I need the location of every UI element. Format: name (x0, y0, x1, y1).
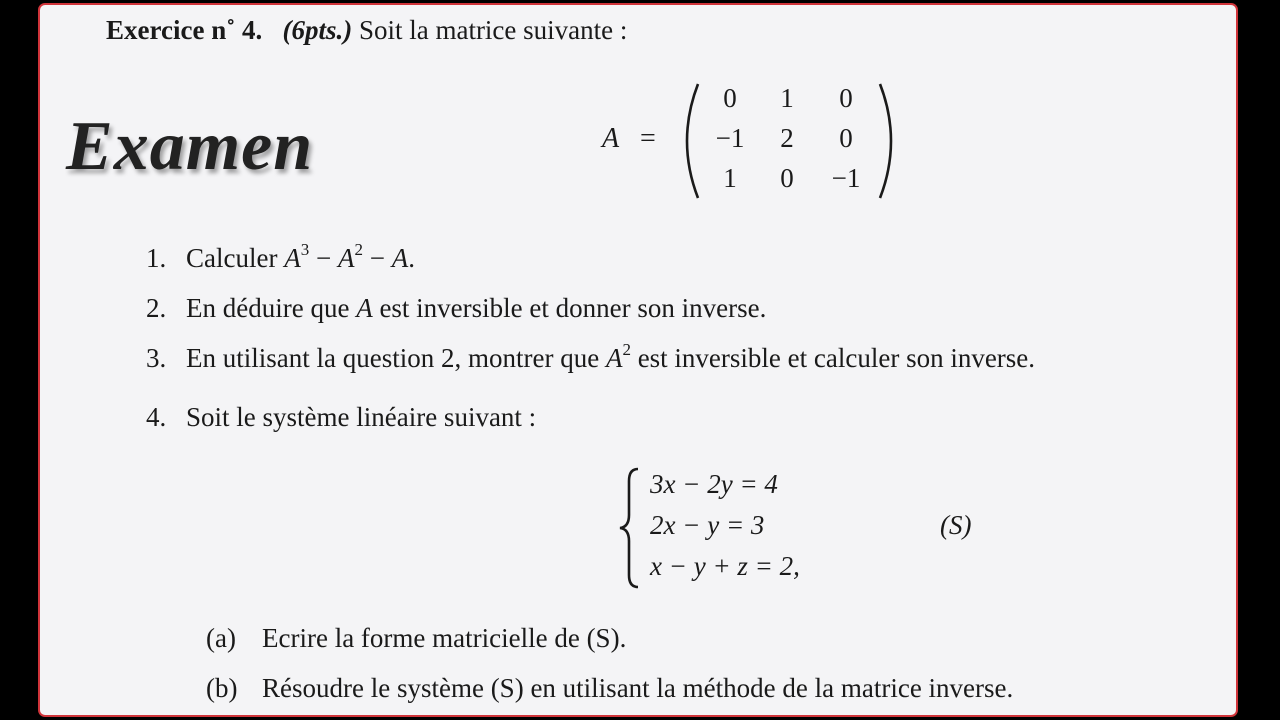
question-4: 4. Soit le système linéaire suivant : (146, 402, 537, 432)
matrix-equals: = (640, 123, 656, 154)
subquestion-b: (b) Résoudre le système (S) en utilisant la méthode de la matrice inverse. (206, 673, 1014, 703)
exercise-title: Exercice n˚ 4. (106, 15, 263, 45)
matrix-name: A (602, 123, 620, 154)
question-3: 3. En utilisant la question 2, montrer que $A^2$ est inversible et calculer son inverse. (146, 340, 1036, 373)
system-equation: 3x − 2y = 4 (650, 469, 778, 499)
exercise-heading (106, 15, 627, 46)
question-1: 1. Calculer $A^3 - A^2 - A$. (146, 240, 415, 273)
subquestion-label: (a) (206, 623, 236, 653)
question-number: 1. (146, 243, 167, 273)
matrix-cell: −1 (831, 163, 861, 193)
matrix-cell: 2 (780, 123, 794, 153)
matrix-cell: 0 (839, 123, 853, 153)
question-number: 3. (146, 343, 167, 373)
left-parenthesis (672, 81, 702, 201)
exercise-points: (6pts.) (282, 15, 353, 45)
matrix-cell: 0 (839, 83, 853, 113)
matrix-cell: 0 (723, 83, 737, 113)
subquestion-label: (b) (206, 673, 238, 703)
matrix-cell: 0 (780, 163, 794, 193)
question-number: 2. (146, 293, 167, 323)
right-parenthesis (876, 81, 906, 201)
subquestion-a: (a) Ecrire la forme matricielle de (S). (206, 623, 627, 653)
exercise-intro: Soit la matrice suivante : (358, 15, 628, 45)
question-2: 2. En déduire que A est inversible et donner son inverse. (146, 293, 767, 323)
system-equation: x − y + z = 2, (650, 551, 800, 581)
exam-page (38, 3, 1238, 717)
question-number: 4. (146, 402, 167, 432)
matrix-cell: −1 (715, 123, 745, 153)
system-brace (616, 467, 646, 589)
system-equation: 2x − y = 3 (650, 510, 765, 540)
examen-watermark: Examen (66, 108, 314, 185)
matrix-cell: 1 (780, 83, 794, 113)
system-label: (S) (940, 510, 972, 540)
matrix-cell: 1 (723, 163, 737, 193)
